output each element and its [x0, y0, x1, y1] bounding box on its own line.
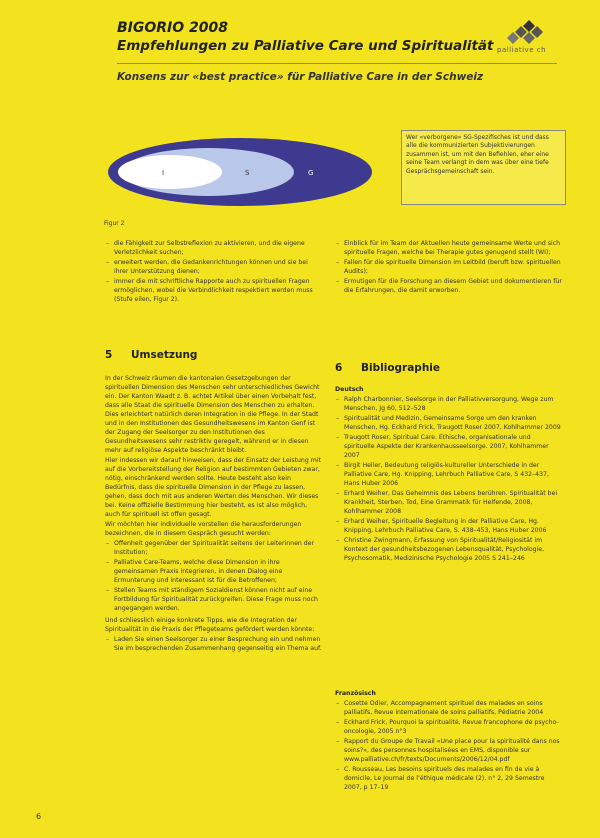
reference-item: – Rapport du Groupe de Travail «Une place pour la spiritualité dans nos soins?», des personnes hospitalisées en EMS, disponible sur www.palliative.ch/fr/texts/Documents/2006/12/04.pdf: [344, 737, 563, 764]
reference-item: – Ralph Charbonnier, Seelsorge in der Palliativversorgung, Wege zum Menschen, Jg 60, 512–528: [344, 395, 563, 413]
list-item: – immer die mit schriftliche Rapporte auch zu spirituellen Fragen ermöglichen, wobei die Verbindlichkeit respektiert werden muss (Stufe eilen, Figur 2).: [114, 277, 323, 304]
reference-item: – Birgit Heller, Bedeutung religiös-kultureller Unterschiede in der Palliative Care, Hg. Knipping, Lehrbuch Palliative Care, S 432–437, Hans Huber 2006: [344, 461, 563, 488]
section-5-paragraph: In der Schweiz räumen die kantonalen Gesetzgebungen der spirituellen Dimension des Menschen sehr unterschiedliches Gewicht ein. Der Kanton Waadt z. B. achtet Artikel über einen Vorbehalt fest, dass alle Staat die spirituelle Dimension des Menschen zu erhalten. Dies erleichtert natürlich deren Integration in die Pflege. In der Stadt und in den Institutionen des Gesundheitswesens im Kanton Genf ist der Zugang der Seelsorger zu den Institutionen des Gesundheitswesens sehr restriktiv geregelt, während er in diesen mehr auf religiöse Aspekte beschränkt bleibt.: [105, 375, 320, 454]
figure-caption: Figur 2: [104, 220, 125, 227]
label-g: G: [308, 169, 314, 177]
bibliography-french-list: [335, 699, 563, 793]
reference-item: – Eckhard Frick, Pourquoi la spiritualité, Revue francophone de psycho-oncologie, 2005 n°3: [344, 718, 563, 736]
bibliography-french-label: Französisch: [335, 690, 376, 697]
label-s: S: [245, 169, 250, 177]
section-5-number: 5: [105, 349, 113, 361]
list-item: – Fallen für die spirituelle Dimension im Leitbild (beruft bzw. spirituellen Audits);: [344, 258, 563, 276]
list-item: – Stellen Teams mit ständigem Sozialdienst können nicht auf eine Fortbildung für Spiritualität zurückgreifen. Diese Frage muss noch angegangen werden.: [114, 586, 323, 613]
logo-text: palliative ch: [497, 46, 547, 54]
sidebar-note-text: Wer «verborgene» SG-Spezifisches ist und dass alle die kommunizierten Subjektivierungen zusammen ist, um mit den Befiehlen, eher eine seine Team verlangt in dem was über eine tiefe Gesprächsgemeinschaft sein.: [406, 134, 549, 175]
reference-item: – Spiritualität und Medizin, Gemeinsame Sorge um den kranken Menschen, Hg. Eckhard Frick, Traugott Roser 2007, Kohlhammer 2009: [344, 414, 563, 432]
reference-item: – Erhard Weiher, Spirituelle Begleitung in der Palliative Care, Hg. Knipping, Lehrbuch Palliative Care, S. 438–453, Hans Huber 2006: [344, 517, 563, 535]
section-5-paragraph: Wir möchten hier individuelle vorstellen die herausforderungen bezeichnen, die in diesem Gespräch gesucht werden:: [105, 521, 302, 537]
reference-item: – Cosette Odier, Accompagnement spirituel des malades en soins palliatifs, Revue internationale de soins palliatifs, Pédiatrie 2004: [344, 699, 563, 717]
list-item: – die Fähigkeit zur Selbstreflexion zu aktivieren, und die eigene Verletzlichkeit suchen;: [114, 239, 323, 257]
list-item: – Laden Sie einen Seelsorger zu einer Besprechung ein und nehmen Sie im besprechenden Zusammenhang gegenseitig ein Thema auf.: [114, 635, 323, 653]
header-divider: [117, 63, 557, 64]
list-item: – erweitert werden, die Gedankenrichtungen können und sie bei ihrer Unterstützung dienen;: [114, 258, 323, 276]
left-top-list: [105, 239, 323, 305]
section-6-heading: [335, 362, 440, 374]
sidebar-note-box: [401, 130, 566, 205]
right-top-list: [335, 239, 563, 296]
section-5-after-text: Und schliesslich einige konkrete Tipps, wie die Integration der Spiritualität in die Praxis der Pflegeteams gefördert werden könnte:: [105, 617, 315, 633]
section-5-body: [105, 374, 323, 654]
reference-item: – C. Rousseau, Les besoins spirituels des malades en fin de vie à domicile, Le Journal de l’éthique médicale (2), n° 2, 29 Semestre 2007, p 17–19: [344, 765, 563, 792]
reference-item: – Erhard Weiher, Das Geheimnis des Lebens berühren. Spiritualität bei Krankheit, Sterben, Tod, Eine Grammatik für Helfende, 2008, Kohlhammer 2008: [344, 489, 563, 516]
list-item: – Einblick für im Team der Aktuellen heute gemeinsame Werte und sich spirituelle Fragen, welche bei Therapie gutes genugend stellt (WI);: [344, 239, 563, 257]
page-title: BIGORIO 2008: [117, 20, 229, 36]
ellipse-diagram: [100, 130, 400, 225]
inner-ellipse-i: [118, 155, 222, 189]
list-item: – Palliative Care-Teams, welche diese Dimension in ihre gemeinsamen Praxis integrieren, in denen Dialog eine Ermunterung und interessant ist für die Betroffenen;: [114, 558, 323, 585]
list-item: – Ermutigen für die Forschung an diesem Gebiet und dokumentieren für die Erfahrungen, die damit erworben.: [344, 277, 563, 295]
page-number: 6: [36, 812, 42, 821]
tagline: Konsens zur «best practice» für Palliative Care in der Schweiz: [117, 71, 484, 83]
bibliography-german-label: Deutsch: [335, 386, 364, 393]
reference-item: – Christine Zwingmann, Erfassung von Spiritualität/Religiosität im Kontext der gesundheitsbezogenen Lebensqualität, Psychologie, Psychosomatik, Medizinische Psychologie 2005 S 241–246: [344, 536, 563, 563]
section-5-title: Umsetzung: [131, 349, 198, 361]
label-i: I: [162, 169, 165, 177]
bibliography-german-list: [335, 395, 563, 564]
section-5-heading: [105, 349, 197, 361]
reference-item: – Traugott Roser, Spiritual Care. Ethische, organisationale und spirituelle Aspekte der Krankenhausseelsorge. 2007, Kohlhammer 2007: [344, 433, 563, 460]
section-6-title: Bibliographie: [361, 362, 441, 374]
list-item: – Offenheit gegenüber der Spiritualität seitens der Leiterinnen der Institution;: [114, 539, 323, 557]
section-5-paragraph: Hier indessen wir darauf hinweisen, dass der Einsatz der Leistung mit auf die Vorbereitstellung der Religion auf bestimmten Gebieten zwar, nötig, einschränkend werden sollte. Heute besteht also kein Bedürfnis, dass die spirituelle Dimension in der Pflege zu lassen, gehen, dass doch mit aus anderen Werten des Menschen. Wir dieses bei. Keine offizielle Bestimmung hier besteht, es ist also möglich, auch für spirituell ist offen gesagt.: [105, 457, 321, 518]
section-6-number: 6: [335, 362, 343, 374]
page-subtitle: Empfehlungen zu Palliative Care und Spiritualität: [117, 38, 494, 54]
